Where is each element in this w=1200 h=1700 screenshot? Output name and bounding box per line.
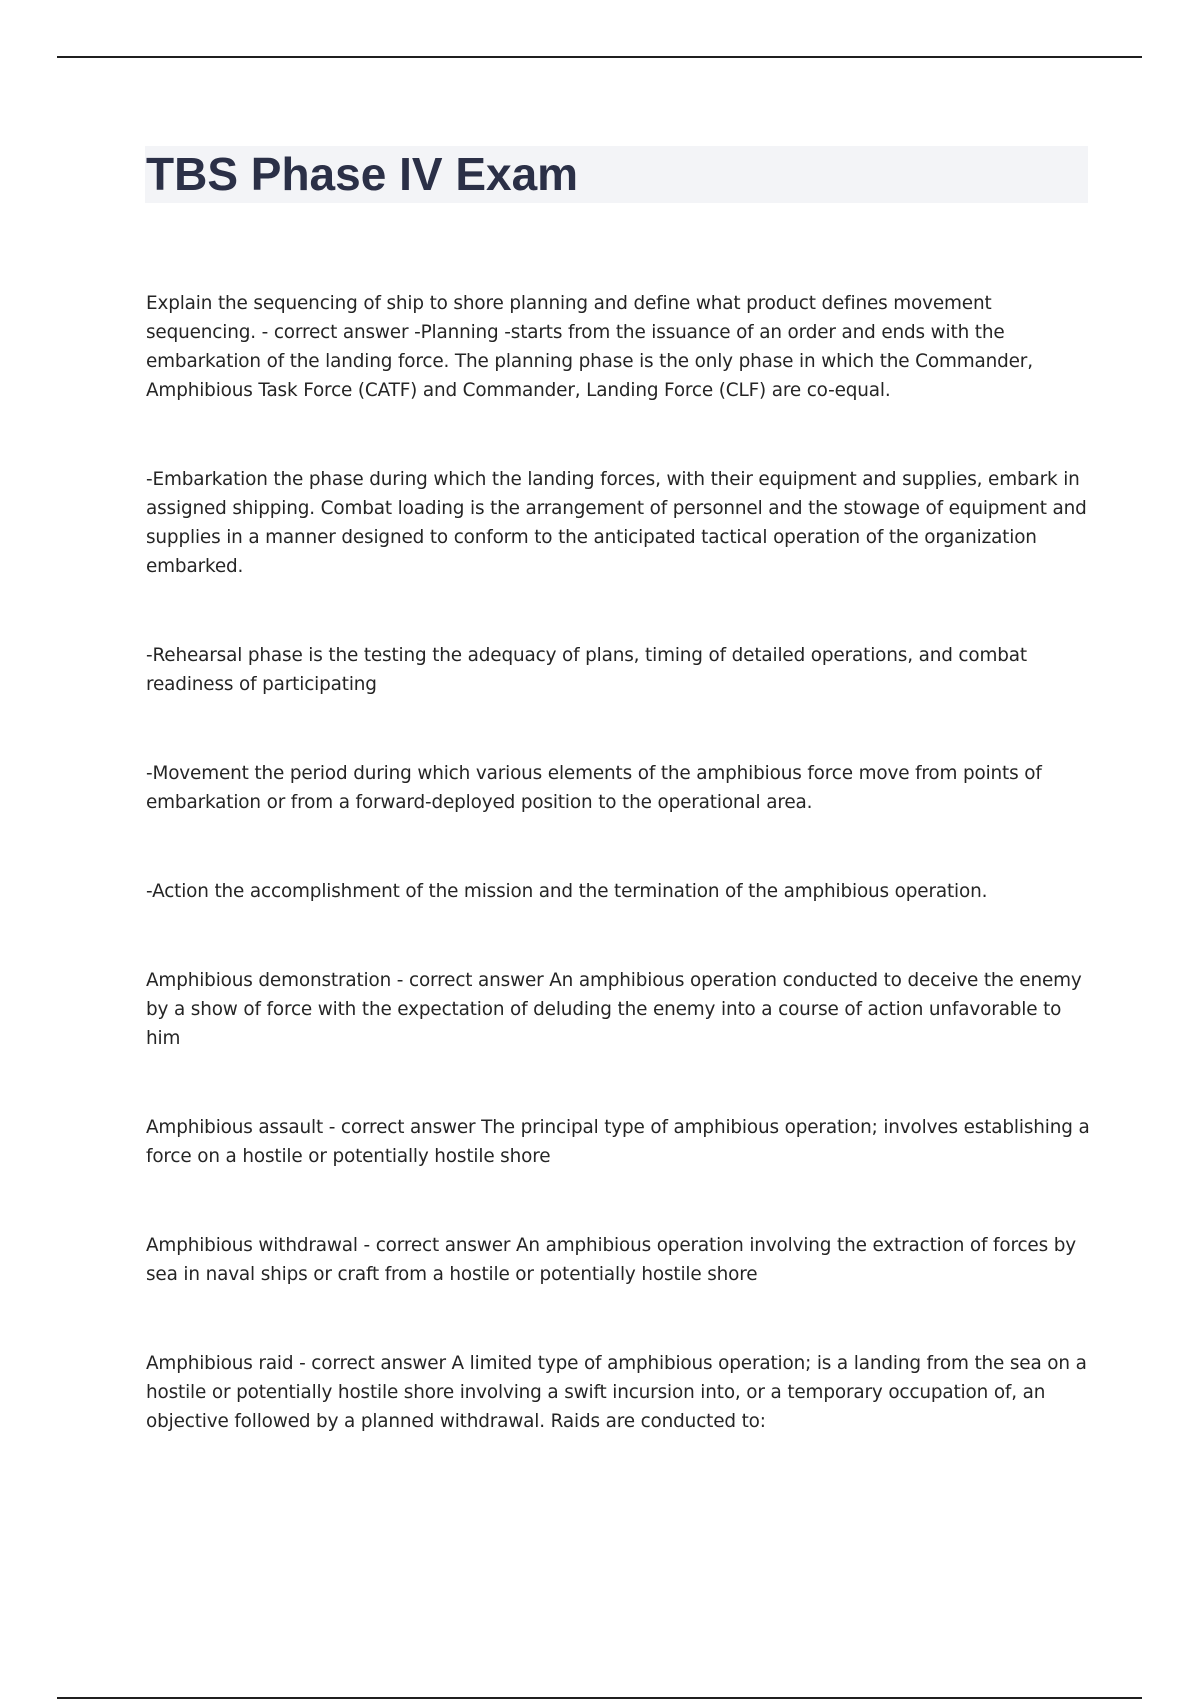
paragraph-movement: -Movement the period during which various elements of the amphibious force move from points of embarkation or from a forward-deployed position to the operational area.	[146, 763, 1042, 813]
page-title: TBS Phase IV Exam	[146, 148, 579, 200]
paragraph-planning: Explain the sequencing of ship to shore planning and define what product defines movement sequencing. - correct answer -Planning -starts from the issuance of an order and ends with the embarkation of the landing force. The planning phase is the only phase in which the Commander, Amphibious Task Force (CATF) and Commander, Landing Force (CLF) are co-equal.	[146, 293, 1033, 401]
paragraph-rehearsal: -Rehearsal phase is the testing the adequacy of plans, timing of detailed operations, and combat readiness of participating	[146, 645, 1027, 695]
paragraph-action: -Action the accomplishment of the mission and the termination of the amphibious operation.	[146, 881, 988, 902]
footer-rule	[57, 1697, 1142, 1699]
paragraph-amphibious-withdrawal: Amphibious withdrawal - correct answer An amphibious operation involving the extraction of forces by sea in naval ships or craft from a hostile or potentially hostile shore	[146, 1235, 1076, 1285]
paragraph-embarkation: -Embarkation the phase during which the landing forces, with their equipment and supplies, embark in assigned shipping. Combat loading is the arrangement of personnel and the stowage of equipment and supplies in a manner designed to conform to the anticipated tactical operation of the organization embarked.	[146, 469, 1087, 577]
header-rule	[57, 56, 1142, 58]
paragraph-amphibious-demonstration: Amphibious demonstration - correct answer An amphibious operation conducted to deceive the enemy by a show of force with the expectation of deluding the enemy into a course of action unfavorable to him	[146, 970, 1082, 1049]
paragraph-amphibious-raid: Amphibious raid - correct answer A limited type of amphibious operation; is a landing from the sea on a hostile or potentially hostile shore involving a swift incursion into, or a temporary occupation of, an objective followed by a planned withdrawal. Raids are conducted to:	[146, 1353, 1087, 1432]
document-body	[146, 289, 1096, 1496]
paragraph-amphibious-assault: Amphibious assault - correct answer The principal type of amphibious operation; involves establishing a force on a hostile or potentially hostile shore	[146, 1117, 1090, 1167]
